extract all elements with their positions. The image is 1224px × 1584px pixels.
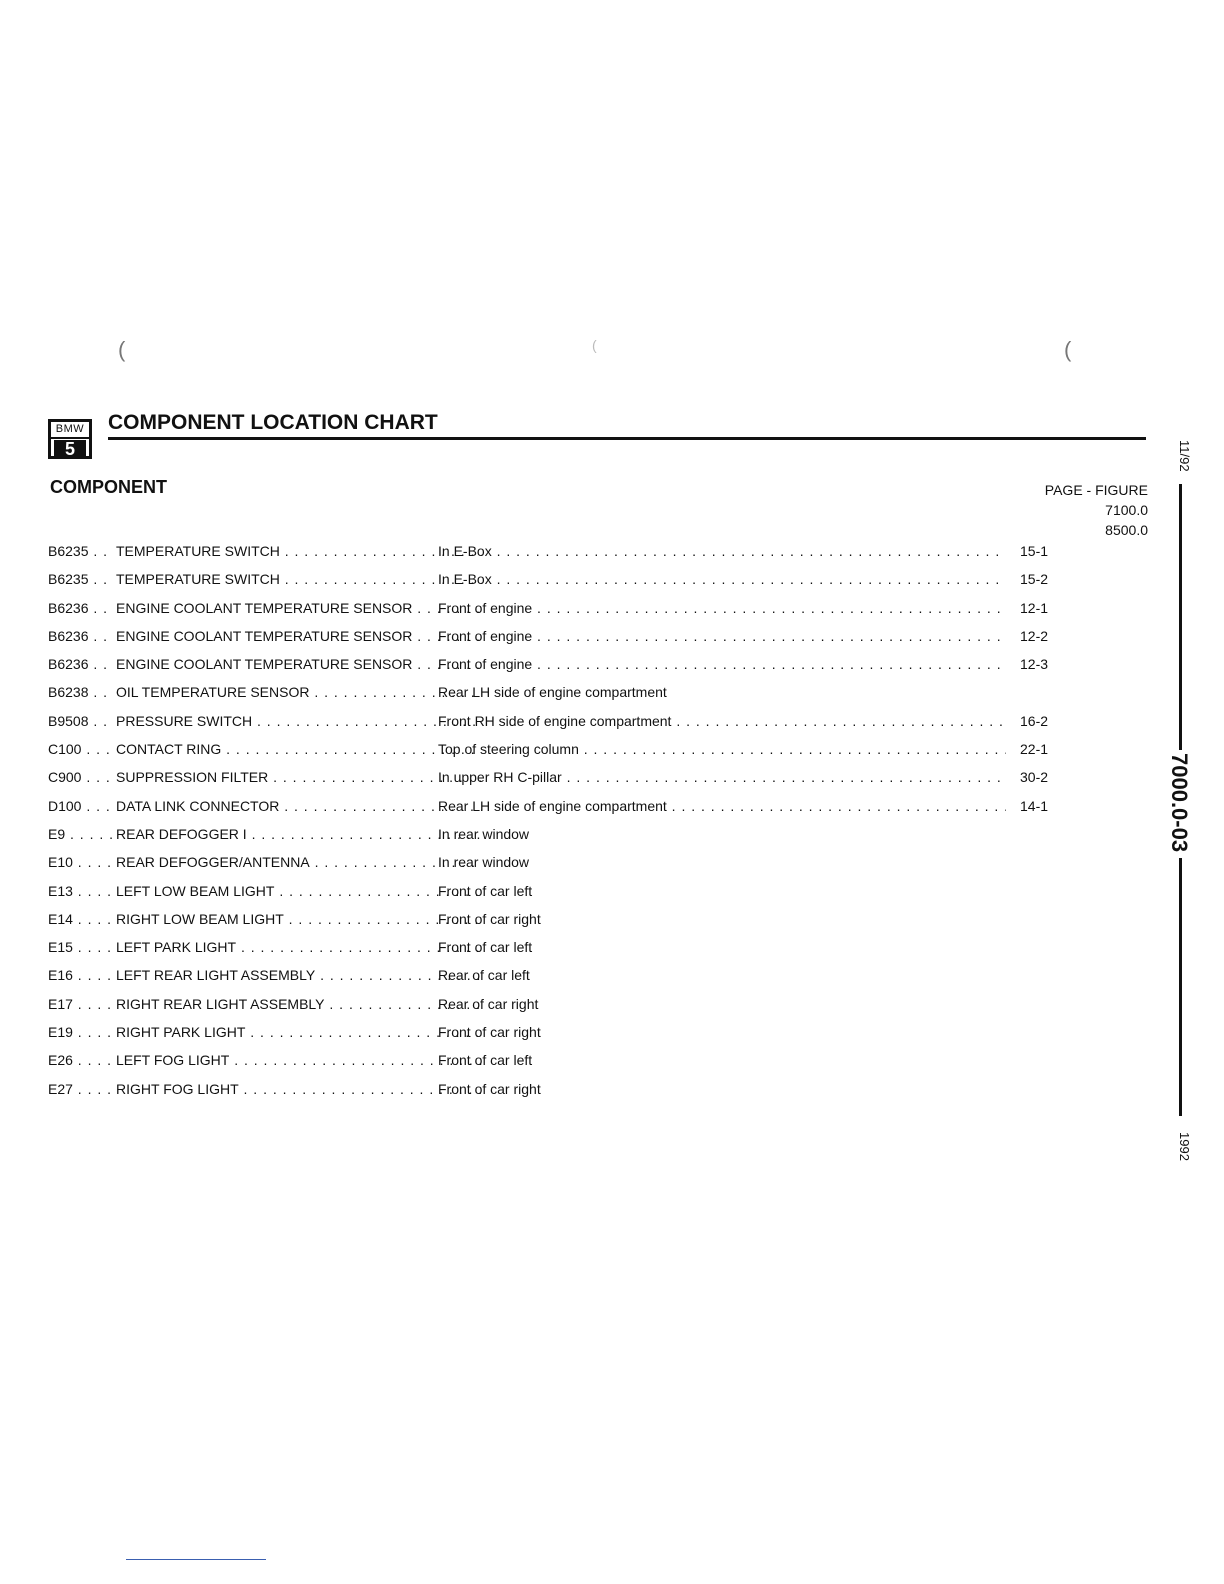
scan-mark-right: ( (1064, 337, 1072, 362)
page-reference: 14-1 (1020, 793, 1056, 819)
table-row (48, 934, 1058, 962)
title-rule (108, 437, 1146, 440)
table-row (48, 991, 1058, 1019)
page-figure-label: PAGE - FIGURE (1044, 482, 1148, 498)
component-code: B6238 . . . (48, 679, 114, 705)
table-row (48, 878, 1058, 906)
component-location: Front of car left (438, 882, 533, 899)
chart-header (48, 410, 1148, 460)
component-name: RIGHT REAR LIGHT ASSEMBLY . . . (116, 991, 482, 1017)
component-name: RIGHT LOW BEAM LIGHT . . . (116, 906, 482, 932)
component-name: SUPPRESSION FILTER . . . (116, 764, 482, 790)
component-location: Rear LH side of engine compartment (438, 684, 667, 701)
component-name: LEFT REAR LIGHT ASSEMBLY . . . (116, 962, 482, 988)
table-row (48, 736, 1058, 764)
table-row (48, 651, 1058, 679)
scan-mark-center: ( (592, 337, 597, 353)
component-location: Front of engine . . . (438, 623, 1006, 649)
component-location: Front of engine . . . (438, 595, 1006, 621)
component-name: ENGINE COOLANT TEMPERATURE SENSOR . . . (116, 623, 482, 649)
component-name: TEMPERATURE SWITCH . . . (116, 538, 482, 564)
table-row (48, 566, 1058, 594)
table-row (48, 793, 1058, 821)
component-code: E27 . . . (48, 1076, 114, 1102)
component-code: B6235 . . . (48, 538, 114, 564)
table-row (48, 906, 1058, 934)
table-row (48, 623, 1058, 651)
table-row (48, 764, 1058, 792)
component-name: ENGINE COOLANT TEMPERATURE SENSOR . . . (116, 595, 482, 621)
table-row (48, 1019, 1058, 1047)
component-location: In E-Box . . . (438, 566, 1006, 592)
component-code: E10 . . . (48, 849, 114, 875)
table-row (48, 821, 1058, 849)
component-location: In E-Box . . . (438, 538, 1006, 564)
sidebar-date: 11/92 (1177, 440, 1192, 472)
page-reference: 30-2 (1020, 764, 1056, 790)
component-location: Front RH side of engine compartment . . . (438, 708, 1006, 734)
component-name: REAR DEFOGGER/ANTENNA . . . (116, 849, 482, 875)
component-name: LEFT LOW BEAM LIGHT . . . (116, 878, 482, 904)
table-row (48, 1047, 1058, 1075)
component-code: D100 . . . (48, 793, 114, 819)
component-location: Rear of car right (438, 995, 539, 1012)
page-reference: 15-2 (1020, 566, 1056, 592)
component-code: B6236 . . . (48, 595, 114, 621)
component-name: OIL TEMPERATURE SENSOR . . . (116, 679, 482, 705)
component-location: Top of steering column . . . (438, 736, 1006, 762)
component-location: Front of car left (438, 939, 533, 956)
bmw-5-logo-icon (48, 419, 92, 459)
component-name: RIGHT PARK LIGHT . . . (116, 1019, 482, 1045)
page-reference: 12-1 (1020, 595, 1056, 621)
component-code: E9 . . . (48, 821, 114, 847)
sidebar-year: 1992 (1177, 1131, 1192, 1161)
component-code: E26 . . . (48, 1047, 114, 1073)
table-row (48, 708, 1058, 736)
page-value-1: 7100.0 (1105, 502, 1148, 518)
table-row (48, 679, 1058, 707)
component-code: E16 . . . (48, 962, 114, 988)
component-name: RIGHT FOG LIGHT . . . (116, 1076, 482, 1102)
page-reference: 15-1 (1020, 538, 1056, 564)
table-row (48, 595, 1058, 623)
component-list (48, 538, 1058, 1104)
sidebar-line-1 (1179, 484, 1182, 750)
component-code: E17 . . . (48, 991, 114, 1017)
component-name: DATA LINK CONNECTOR . . . (116, 793, 482, 819)
component-code: B9508 . . . (48, 708, 114, 734)
component-name: REAR DEFOGGER I . . . (116, 821, 482, 847)
component-location: Rear of car left (438, 967, 530, 984)
component-code: B6236 . . . (48, 623, 114, 649)
sidebar-document-info (1168, 430, 1192, 1170)
component-name: CONTACT RING . . . (116, 736, 482, 762)
component-code: C900 . . . (48, 764, 114, 790)
table-row (48, 538, 1058, 566)
scan-mark-left: ( (118, 337, 126, 362)
page-figure-values (1000, 500, 1148, 540)
component-name: PRESSURE SWITCH . . . (116, 708, 482, 734)
table-row (48, 849, 1058, 877)
component-code: E14 . . . (48, 906, 114, 932)
component-code: E13 . . . (48, 878, 114, 904)
component-location: In rear window (438, 825, 530, 842)
page-reference: 22-1 (1020, 736, 1056, 762)
component-code: C100 . . . (48, 736, 114, 762)
component-location: Rear LH side of engine compartment . . . (438, 793, 1006, 819)
sidebar-line-2 (1179, 858, 1182, 1116)
bottom-link-line (126, 1559, 266, 1560)
component-location: Front of car left (438, 1052, 533, 1069)
page-reference: 12-2 (1020, 623, 1056, 649)
page-title: COMPONENT LOCATION CHART (108, 411, 438, 434)
table-row (48, 962, 1058, 990)
component-name: ENGINE COOLANT TEMPERATURE SENSOR . . . (116, 651, 482, 677)
component-code: B6235 . . . (48, 566, 114, 592)
page-reference: 16-2 (1020, 708, 1056, 734)
component-location: Front of engine . . . (438, 651, 1006, 677)
component-location: In rear window (438, 854, 530, 871)
component-location: Front of car right (438, 910, 541, 927)
logo-top-text: BMW (51, 422, 89, 439)
component-column-heading: COMPONENT (50, 477, 167, 497)
component-code: E19 . . . (48, 1019, 114, 1045)
logo-bottom-text: 5 (54, 440, 86, 459)
component-code: E15 . . . (48, 934, 114, 960)
component-location: Front of car right (438, 1024, 541, 1041)
component-location: In upper RH C-pillar . . . (438, 764, 1006, 790)
page-value-2: 8500.0 (1105, 522, 1148, 538)
page-figure-heading (1000, 480, 1148, 540)
sidebar-doc-number: 7000.0-03 (1167, 753, 1192, 853)
component-name: TEMPERATURE SWITCH . . . (116, 566, 482, 592)
table-row (48, 1076, 1058, 1104)
component-name: LEFT FOG LIGHT . . . (116, 1047, 482, 1073)
component-location: Front of car right (438, 1080, 541, 1097)
page-reference: 12-3 (1020, 651, 1056, 677)
component-name: LEFT PARK LIGHT . . . (116, 934, 482, 960)
component-code: B6236 . . . (48, 651, 114, 677)
